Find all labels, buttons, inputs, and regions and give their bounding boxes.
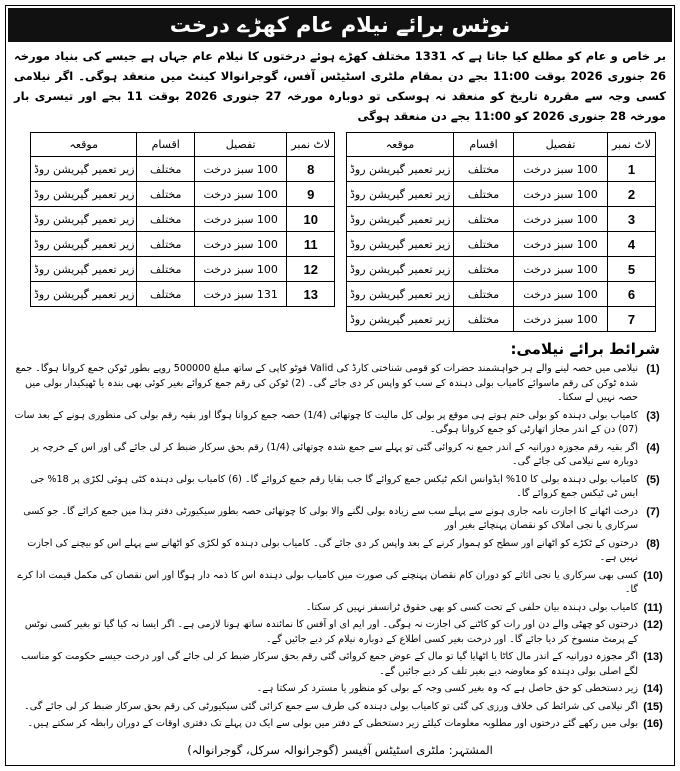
lot-number: 1 (608, 157, 656, 182)
lot-row (347, 307, 656, 332)
lot-number: 6 (608, 282, 656, 307)
condition-text: درخت اٹھانے کا اجازت نامہ جاری ہونے سے پہلے سب سے زیادہ بولی لگنے والا بولی کا چوتھائی حصہ بطور سیکیورٹی دفتر ہذا میں جمع کرائے گا۔ جو کسی سرکاری یا نجی املاک کو نقصان پہنچائے بغیر اور (23, 505, 638, 531)
lot-number: 13 (287, 282, 335, 307)
lots-tables (30, 132, 656, 332)
lot-row (31, 232, 335, 257)
condition-item (14, 700, 668, 715)
lot-location: زیر تعمیر گیریشن روڈ (31, 157, 137, 182)
header-type: اقسام (137, 133, 195, 157)
lot-location: زیر تعمیر گیریشن روڈ (347, 232, 454, 257)
condition-number: (3) (646, 409, 660, 422)
lots-table-right (346, 132, 656, 332)
condition-number: (1) (646, 363, 660, 375)
condition-item (14, 717, 668, 732)
lot-detail: 100 سبز درخت (514, 207, 608, 232)
lot-row (347, 207, 656, 232)
lot-detail: 131 سبز درخت (194, 282, 286, 307)
condition-item (14, 618, 668, 647)
lot-number: 12 (287, 257, 335, 282)
lot-row (347, 232, 656, 257)
lot-detail: 100 سبز درخت (514, 182, 608, 207)
intro-paragraph: بر خاص و عام کو مطلع کیا جاتا ہے کہ 1331 مختلف کھڑے ہوئے درختوں کا نیلام عام جہاں ہے جیسے کی بنیاد مورخہ 26 جنوری 2026 بوقت 11:00 بجے دن بمقام ملٹری اسٹیٹس آفس، گوجرانوالا کینٹ میں منعقد ہوگی۔ اگر نیلامی کسی وجہ سے مقررہ تاریخ کو منعقد نہ ہوسکی تو دوبارہ مورخہ 27 جنوری 2026 بوقت 11 بجے اور تیسری بار مورخہ 28 جنوری 2026 کو 11:00 بجے دن منعقد ہوگی (14, 49, 667, 123)
header-location: موقعہ (31, 133, 137, 157)
lot-type: مختلف (454, 182, 514, 207)
lot-detail: 100 سبز درخت (194, 157, 286, 182)
condition-text: درختوں کو چھٹی والے دن اور رات کو کاٹنے کی اجازت نہ ہوگی۔ اور ایم ای او آفس کا نمائندہ ساتھ ہونا لازمی ہے۔ اگر ایسا نہ کیا گیا تو بغیر کسی نوٹس کے پرمٹ منسوخ کر دیا جائے گا۔ اور درخت بغیر کسی اطلاع کے دوبارہ نیلام کر دیے جائیں گے۔ (24, 619, 638, 645)
lot-detail: 100 سبز درخت (194, 232, 286, 257)
lot-detail: 100 سبز درخت (514, 232, 608, 257)
lot-detail: 100 سبز درخت (194, 257, 286, 282)
lot-location: زیر تعمیر گیریشن روڈ (347, 307, 454, 332)
lot-detail: 100 سبز درخت (194, 182, 286, 207)
lot-type: مختلف (137, 282, 195, 307)
condition-text: زیر دستخطی کو حق حاصل ہے کہ وہ بغیر کسی وجہ کے بولی کو منظور یا مسترد کر سکتا ہے۔ (256, 683, 638, 694)
condition-item (14, 473, 668, 502)
condition-number: (10) (643, 569, 663, 582)
condition-number: (11) (643, 601, 663, 614)
condition-item (14, 505, 668, 534)
lot-type: مختلف (137, 232, 195, 257)
lot-detail: 100 سبز درخت (514, 157, 608, 182)
conditions-title: شرائط برائے نیلامی: (510, 340, 660, 358)
condition-text: کامیاب بولی دہندہ بیان حلفی کے تحت کسی کو بھی حقوق ٹرانسفر نہیں کر سکتا۔ (305, 601, 638, 613)
condition-number: (14) (643, 683, 663, 695)
lot-number: 4 (608, 232, 656, 257)
lot-location: زیر تعمیر گیریشن روڈ (347, 207, 454, 232)
lot-row (347, 157, 656, 182)
lot-detail: 100 سبز درخت (194, 207, 286, 232)
lot-type: مختلف (137, 157, 195, 182)
lot-type: مختلف (137, 257, 195, 282)
lot-location: زیر تعمیر گیریشن روڈ (347, 257, 454, 282)
notice-border (5, 5, 675, 766)
lot-row (31, 282, 335, 307)
lot-number: 8 (287, 157, 335, 182)
condition-text: کامیاب بولی دہندہ بولی کا 10% ایڈوانس انکم ٹیکس جمع کروائے گا جب بقایا رقم جمع کروائے گا۔ (6) کامیاب بولی دہندہ کٹی ہوئی لکڑی پر 18% جی ایس ٹی ٹیکس جمع کروائے گا۔ (30, 473, 638, 499)
condition-number: (15) (643, 700, 663, 713)
lot-type: مختلف (454, 232, 514, 257)
condition-number: (16) (643, 718, 663, 730)
lot-number: 10 (287, 207, 335, 232)
header-detail: تفصیل (194, 133, 286, 157)
lot-number: 11 (287, 232, 335, 257)
lot-location: زیر تعمیر گیریشن روڈ (31, 257, 137, 282)
condition-text: اگر مجوزہ دورانیہ کے اندر مال کاٹا یا اٹھایا گیا تو مال کے عوض جمع کروائی گئی رقم بحق سرکار ضبط کر لی جائے گی اور درخت جیسے حکومت کو مناسب لگے اصلی بولی دہندہ کو معاوضہ دیے بغیر تلف کر دیے جائیں گے۔ (21, 651, 638, 677)
condition-item (14, 537, 668, 566)
notice-title: نوٹس برائے نیلام عام کھڑے درخت (8, 8, 672, 42)
header-lot: لاٹ نمبر (608, 133, 656, 157)
lot-row (31, 182, 335, 207)
lot-type: مختلف (454, 257, 514, 282)
lot-location: زیر تعمیر گیریشن روڈ (347, 282, 454, 307)
header-location: موقعہ (347, 133, 454, 157)
condition-item (14, 601, 668, 616)
header-detail: تفصیل (514, 133, 608, 157)
condition-text: کامیاب بولی دہندہ کو بولی ختم ہوتے ہی موقع پر بولی کل مالیت کا چوتھائی (1/4) حصہ جمع کروانا ہوگا اور بقیہ رقم بولی کی منظوری ہونے کے بعد سات (07) دن کے اندر مجاز اتھارٹی کو جمع کروانا ہوگی۔ (14, 409, 638, 435)
lot-type: مختلف (137, 207, 195, 232)
conditions-list (14, 362, 668, 735)
lot-type: مختلف (454, 282, 514, 307)
condition-number: (13) (643, 651, 663, 663)
condition-number: (12) (643, 619, 663, 631)
lot-type: مختلف (454, 157, 514, 182)
condition-number: (7) (646, 505, 660, 518)
lot-detail: 100 سبز درخت (514, 257, 608, 282)
lot-number: 2 (608, 182, 656, 207)
lot-row (347, 257, 656, 282)
condition-text: اگر نیلامی کی شرائط کی خلاف ورزی کی گئی تو کامیاب بولی دہندہ کی طرف سے جمع کرائی گئی سیکیورٹی کی رقم بحق سرکار ضبط کر لی جائے گی۔ (24, 700, 638, 712)
lot-location: زیر تعمیر گیریشن روڈ (31, 207, 137, 232)
lot-location: زیر تعمیر گیریشن روڈ (31, 232, 137, 257)
lot-detail: 100 سبز درخت (514, 282, 608, 307)
header-lot: لاٹ نمبر (287, 133, 335, 157)
lot-type: مختلف (137, 182, 195, 207)
lot-row (31, 157, 335, 182)
lot-number: 3 (608, 207, 656, 232)
lot-row (347, 182, 656, 207)
lot-detail: 100 سبز درخت (514, 307, 608, 332)
lots-table-left (30, 132, 335, 307)
lot-location: زیر تعمیر گیریشن روڈ (31, 182, 137, 207)
lot-location: زیر تعمیر گیریشن روڈ (347, 157, 454, 182)
lot-location: زیر تعمیر گیریشن روڈ (347, 182, 454, 207)
condition-text: کسی بھی سرکاری یا نجی اثاثے کو دوران کام نقصان پہنچنے کی صورت میں کامیاب بولی دہندہ اس کا ذمہ دار ہوگا اور اس نقصان کی مکمل قیمت ادا کرے گا۔ (17, 569, 638, 595)
condition-item (14, 682, 668, 697)
condition-text: بولی میں رکھے گئے درختوں اور مطلوبہ معلومات کیلئے زیر دستخطی کے دفتر میں بولی سے ایک دن پہلے تک دفتری اوقات کے دوران رابطہ کر سکتے ہیں۔ (27, 718, 638, 729)
condition-text: درختوں کے ٹکڑے کو اٹھانے اور سطح کو ہموار کرنے کے بعد واپس کر دی جائے گی۔ کامیاب بولی دہندہ کو لکڑی کو اٹھانے سے پہلے اس کو بیچنے کی اجازت نہیں ہے۔ (27, 537, 638, 563)
lot-row (347, 282, 656, 307)
lot-number: 5 (608, 257, 656, 282)
lot-location: زیر تعمیر گیریشن روڈ (31, 282, 137, 307)
lot-row (31, 257, 335, 282)
header-type: اقسام (454, 133, 514, 157)
condition-number: (8) (646, 537, 660, 550)
advertiser-footer: المشتہر: ملٹری اسٹیٹس آفیسر (گوجرانوالہ سرکل، گوجرانوالہ) (187, 742, 493, 757)
condition-number: (4) (646, 441, 660, 454)
condition-text: نیلامی میں حصہ لینے والے ہر خواہشمند حضرات کو قومی شناختی کارڈ کی Valid فوٹو کاپی کے ساتھ مبلغ 500000 روپے بطور ٹوکن جمع کروانا ہوگا۔ جمع شدہ ٹوکن کی رقم ماسوائے کامیاب بولی دہندہ کے سب کو واپس کر دی جائے گی۔ (2) ٹوکن کی رقم جمع کروائے بغیر کوئی بھی بندہ یا ٹھیکیدار بولی میں حصہ نہیں لے سکتا۔ (15, 363, 638, 403)
lot-row (31, 207, 335, 232)
condition-number: (5) (646, 473, 660, 486)
lot-type: مختلف (454, 307, 514, 332)
condition-item (14, 650, 668, 679)
condition-item (14, 362, 668, 406)
lot-number: 9 (287, 182, 335, 207)
condition-item (14, 409, 668, 438)
condition-item (14, 569, 668, 598)
lot-number: 7 (608, 307, 656, 332)
lot-type: مختلف (454, 207, 514, 232)
condition-item (14, 441, 668, 470)
condition-text: اگر بقیہ رقم مجوزہ دورانیہ کے اندر جمع نہ کروائی گئی تو پہلے سے جمع شدہ چوتھائی (1/4) رقم بحق سرکار ضبط کر لی جائے گی اور اس کے خرچہ پر دوبارہ سے نیلامی کی جائے گی۔ (31, 441, 638, 467)
